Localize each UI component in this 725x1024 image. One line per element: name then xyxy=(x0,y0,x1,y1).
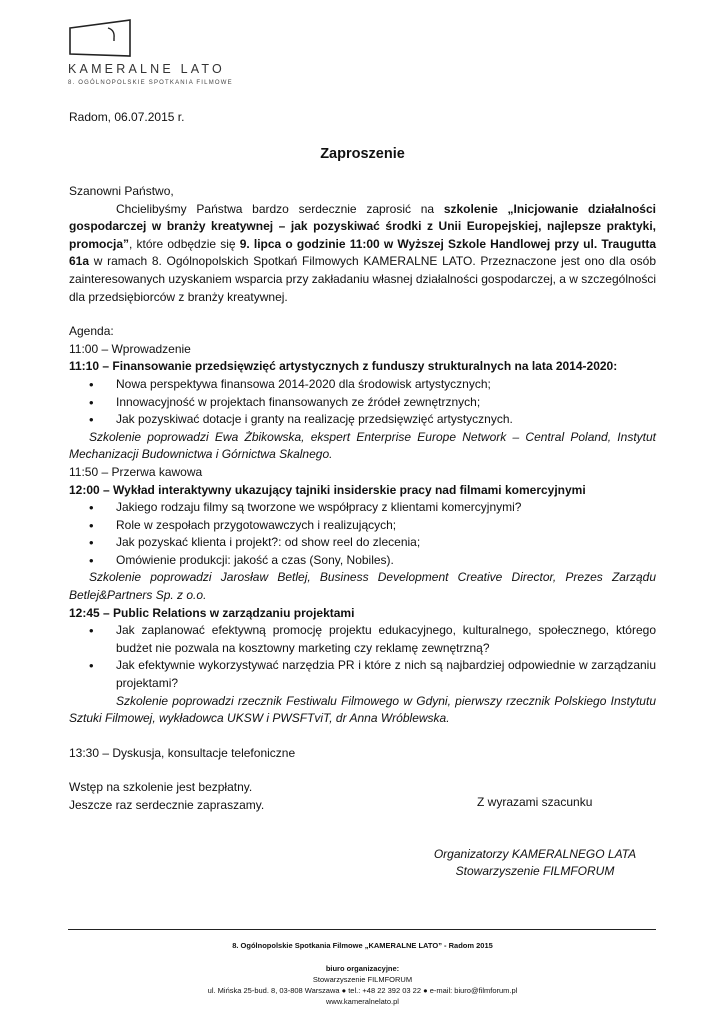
intro-text-2: , które odbędzie się xyxy=(129,236,240,251)
agenda-item-1110 xyxy=(69,358,656,376)
intro-text-1: Chcielibyśmy Państwa bardzo serdecznie zaprosić na xyxy=(116,201,444,216)
organizers-line-1: Organizatorzy KAMERALNEGO LATA xyxy=(433,847,637,861)
organizers-line-2: Stowarzyszenie FILMFORUM xyxy=(455,864,615,878)
agenda-item-1330: 13:30 – Dyskusja, konsultacje telefoniczne xyxy=(69,745,296,760)
agenda-item-1150: 11:50 – Przerwa kawowa xyxy=(69,464,203,479)
footer xyxy=(0,940,725,1007)
list-item: • Jak efektywnie wykorzystywać narzędzia PR i które z nich są najbardziej odpowiednie w zarządzaniu projektami? xyxy=(69,657,656,692)
list-item: • Nowa perspektywa finansowa 2014-2020 dla środowisk artystycznych; xyxy=(69,376,656,394)
list-item: • Role w zespołach przygotowawczych i realizujących; xyxy=(69,517,656,535)
regards: Z wyrazami szacunku xyxy=(477,795,593,809)
agenda-item-1245-title: 12:45 – Public Relations w zarządzaniu projektami xyxy=(69,605,355,620)
list-item: • Jak pozyskać klienta i projekt?: od show reel do zlecenia; xyxy=(69,534,656,552)
page-title: Zaproszenie xyxy=(320,146,405,162)
intro-paragraph xyxy=(69,201,656,307)
agenda-1200-bullets xyxy=(69,499,656,569)
intro-date-place: 9. lipca o godzinie 11:00 w Wyższej Szkole Handlowej przy ul. Traugutta 61a xyxy=(69,236,656,269)
footer-office-label: biuro organizacyjne: xyxy=(325,964,400,973)
closing-line-1: Wstęp na szkolenie jest bezpłatny. xyxy=(69,780,253,795)
agenda-item-1200-title: 12:00 – Wykład interaktywny ukazujący tajniki insiderskie pracy nad filmami komercyjnymi xyxy=(69,482,586,497)
agenda-item-1110-title: 11:10 – Finansowanie przedsięwzięć artystycznych z funduszy strukturalnych na lata 2014-2020: xyxy=(69,359,618,374)
footer-event: 8. Ogólnopolskie Spotkania Filmowe „KAMERALNE LATO” - Radom 2015 xyxy=(232,941,493,950)
footer-address: ul. Mińska 25-bud. 8, 03-808 Warszawa ● tel.: +48 22 392 03 22 ● e-mail: biuro@filmforum.pl xyxy=(207,986,518,995)
footer-divider xyxy=(68,929,656,930)
logo xyxy=(68,18,248,86)
agenda-item-1200 xyxy=(69,482,656,500)
closing-line-2: Jeszcze raz serdecznie zapraszamy. xyxy=(69,798,265,812)
agenda-1110-bullets xyxy=(69,376,656,429)
agenda-label: Agenda: xyxy=(69,324,114,339)
footer-website: www.kameralnelato.pl xyxy=(326,997,399,1006)
logo-subtitle: 8. OGÓLNOPOLSKIE SPOTKANIA FILMOWE xyxy=(68,80,233,86)
agenda-1245-bullets xyxy=(69,622,656,692)
intro-text-3: w ramach 8. Ogólnopolskich Spotkań Filmowych KAMERALNE LATO. Przeznaczone jest ono dla osób zainteresowanych uzyskaniem wsparcia przy zakładaniu własnej działalności gospodarczej, a w szczególności dla przedsiębiorców z branży kreatywnej. xyxy=(69,254,656,304)
intro-training-title: szkolenie „Inicjowanie działalności gospodarczej w branży kreatywnej – jak pozyskiwać środki z Unii Europejskiej, najlepsze praktyki, promocja” xyxy=(69,201,656,251)
greeting: Szanowni Państwo, xyxy=(69,184,174,198)
list-item: • Jak pozyskiwać dotacje i granty na realizację przedsięwzięć artystycznych. xyxy=(69,411,656,429)
speaker-1110: Szkolenie poprowadzi Ewa Żbikowska, ekspert Enterprise Europe Network – Central Poland, Instytut Mechanizacji Budownictwa i Górnictwa Skalnego. xyxy=(69,429,656,462)
signature-block xyxy=(410,846,660,880)
agenda-item-1100: 11:00 – Wprowadzenie xyxy=(69,341,191,356)
speaker-1245: Szkolenie poprowadzi rzecznik Festiwalu Filmowego w Gdyni, pierwszy rzecznik Polskiego Instytutu Sztuki Filmowej, wykładowca UKSW i PWSFTviT, dr Anna Wróblewska. xyxy=(69,693,656,726)
document-date: Radom, 06.07.2015 r. xyxy=(69,110,185,124)
agenda-item-1245 xyxy=(69,605,656,623)
speaker-1200: Szkolenie poprowadzi Jarosław Betlej, Business Development Creative Director, Prezes Zarządu Betlej&Partners Sp. z o.o. xyxy=(69,570,656,603)
footer-office-name: Stowarzyszenie FILMFORUM xyxy=(312,975,413,984)
logo-title: KAMERALNE LATO xyxy=(68,62,225,76)
letter-body xyxy=(69,183,656,815)
list-item: • Jakiego rodzaju filmy są tworzone we współpracy z klientami komercyjnymi? xyxy=(69,499,656,517)
list-item: • Innowacyjność w projektach finansowanych ze źródeł zewnętrznych; xyxy=(69,394,656,412)
list-item: • Omówienie produkcji: jakość a czas (Sony, Nobiles). xyxy=(69,552,656,570)
film-frame-icon xyxy=(68,18,136,58)
list-item: • Jak zaplanować efektywną promocję projektu edukacyjnego, kulturalnego, społecznego, którego budżet nie pozwala na kosztowny marketing czy reklamę zewnętrzną? xyxy=(69,622,656,657)
